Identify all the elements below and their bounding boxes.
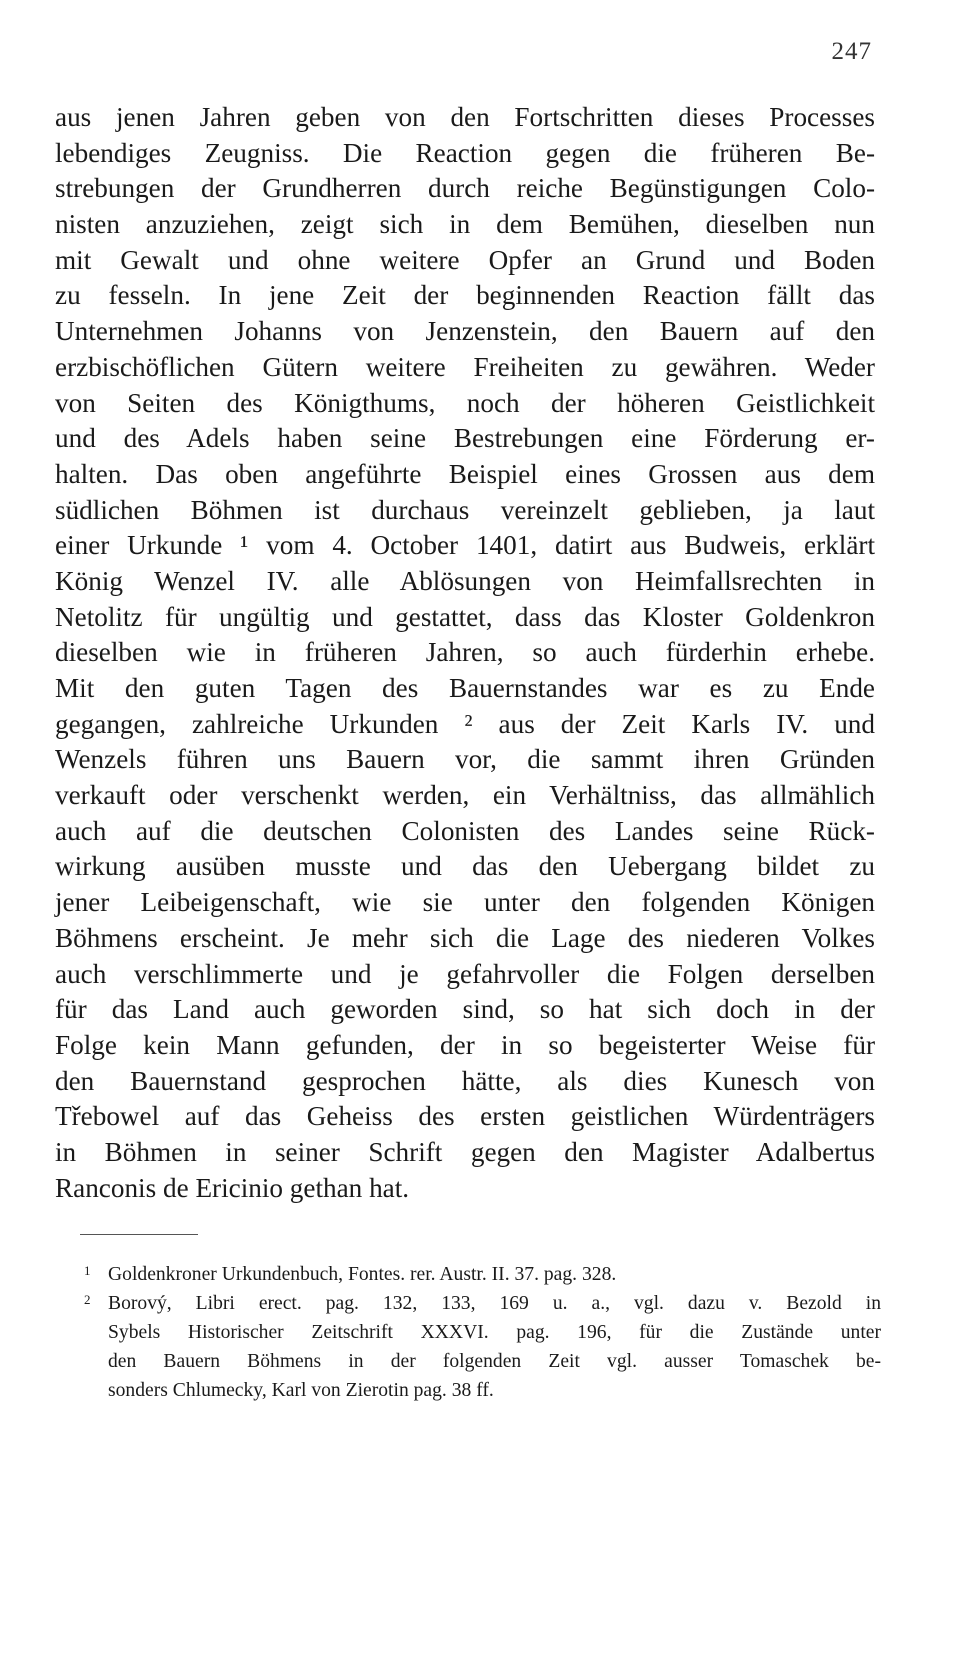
text-line: auch verschlimmerte und je gefahrvoller die Folgen derselben	[55, 958, 875, 989]
text-line: einer Urkunde ¹ vom 4. October 1401, datirt aus Budweis, erklärt	[55, 530, 875, 561]
footnote-separator	[80, 1234, 198, 1235]
text-line: mit Gewalt und ohne weitere Opfer an Grund und Boden	[55, 244, 875, 275]
text-line: aus jenen Jahren geben von den Fortschritten dieses Processes	[55, 102, 875, 132]
text-line: Ranconis de Ericinio gethan hat.	[55, 1172, 410, 1203]
text-line: dieselben wie in früheren Jahren, so auch fürderhin erhebe.	[55, 637, 875, 668]
footnote	[86, 1260, 881, 1289]
text-line: nisten anzuziehen, zeigt sich in dem Bemühen, dieselben nun	[55, 209, 875, 240]
text-line: König Wenzel IV. alle Ablösungen von Heimfallsrechten in	[55, 565, 875, 596]
text-line: halten. Das oben angeführte Beispiel eines Grossen aus dem	[55, 458, 875, 489]
footnote-line: den Bauern Böhmens in der folgenden Zeit vgl. ausser Tomaschek be-	[108, 1351, 881, 1372]
footnote-line: Sybels Historischer Zeitschrift XXXVI. pag. 196, für die Zustände unter	[108, 1322, 881, 1343]
text-line: von Seiten des Königthums, noch der höheren Geistlichkeit	[55, 387, 875, 418]
text-line: südlichen Böhmen ist durchaus vereinzelt geblieben, ja laut	[55, 494, 875, 525]
text-line: Netolitz für ungültig und gestattet, dass das Kloster Goldenkron	[55, 601, 875, 632]
text-line: lebendiges Zeugniss. Die Reaction gegen die früheren Be-	[55, 137, 875, 168]
footnote-line: Goldenkroner Urkundenbuch, Fontes. rer. Austr. II. 37. pag. 328.	[108, 1264, 617, 1285]
text-line: erzbischöflichen Gütern weitere Freiheiten zu gewähren. Weder	[55, 351, 875, 382]
text-line: Třebowel auf das Geheiss des ersten geistlichen Würdenträgers	[55, 1101, 875, 1132]
text-line: Wenzels führen uns Bauern vor, die sammt ihren Gründen	[55, 744, 875, 775]
text-line: Mit den guten Tagen des Bauernstandes war es zu Ende	[55, 673, 875, 703]
text-line: Unternehmen Johanns von Jenzenstein, den Bauern auf den	[55, 316, 875, 347]
footnotes	[86, 1260, 881, 1405]
footnote-line: sonders Chlumecky, Karl von Zierotin pag. 38 ff.	[108, 1380, 494, 1401]
text-line: auch auf die deutschen Colonisten des Landes seine Rück-	[55, 815, 875, 846]
text-line: und des Adels haben seine Bestrebungen eine Förderung er-	[55, 423, 875, 454]
text-line: strebungen der Grundherren durch reiche Begünstigungen Colo-	[55, 173, 875, 204]
text-line: Böhmens erscheint. Je mehr sich die Lage des niederen Volkes	[55, 922, 875, 953]
footnote-mark: 2	[84, 1292, 91, 1307]
text-line: Folge kein Mann gefunden, der in so begeisterter Weise für	[55, 1029, 875, 1060]
text-line: zu fesseln. In jene Zeit der beginnenden Reaction fällt das	[55, 280, 875, 311]
page-number: 247	[831, 38, 872, 65]
text-line: verkauft oder verschenkt werden, ein Verhältniss, das allmählich	[55, 780, 875, 811]
text-line: für das Land auch geworden sind, so hat sich doch in der	[55, 994, 875, 1025]
text-line: den Bauernstand gesprochen hätte, als dies Kunesch von	[55, 1065, 875, 1096]
text-line: gegangen, zahlreiche Urkunden ² aus der Zeit Karls IV. und	[55, 708, 875, 739]
text-line: jener Leibeigenschaft, wie sie unter den folgenden Königen	[55, 887, 875, 918]
body-text	[55, 100, 875, 1206]
text-line: in Böhmen in seiner Schrift gegen den Magister Adalbertus	[55, 1136, 875, 1167]
text-line: wirkung ausüben musste und das den Uebergang bildet zu	[55, 851, 875, 882]
footnote-mark: 1	[84, 1263, 91, 1278]
footnote-line: Borový, Libri erect. pag. 132, 133, 169 u. a., vgl. dazu v. Bezold in	[108, 1293, 881, 1314]
footnote	[86, 1289, 881, 1405]
